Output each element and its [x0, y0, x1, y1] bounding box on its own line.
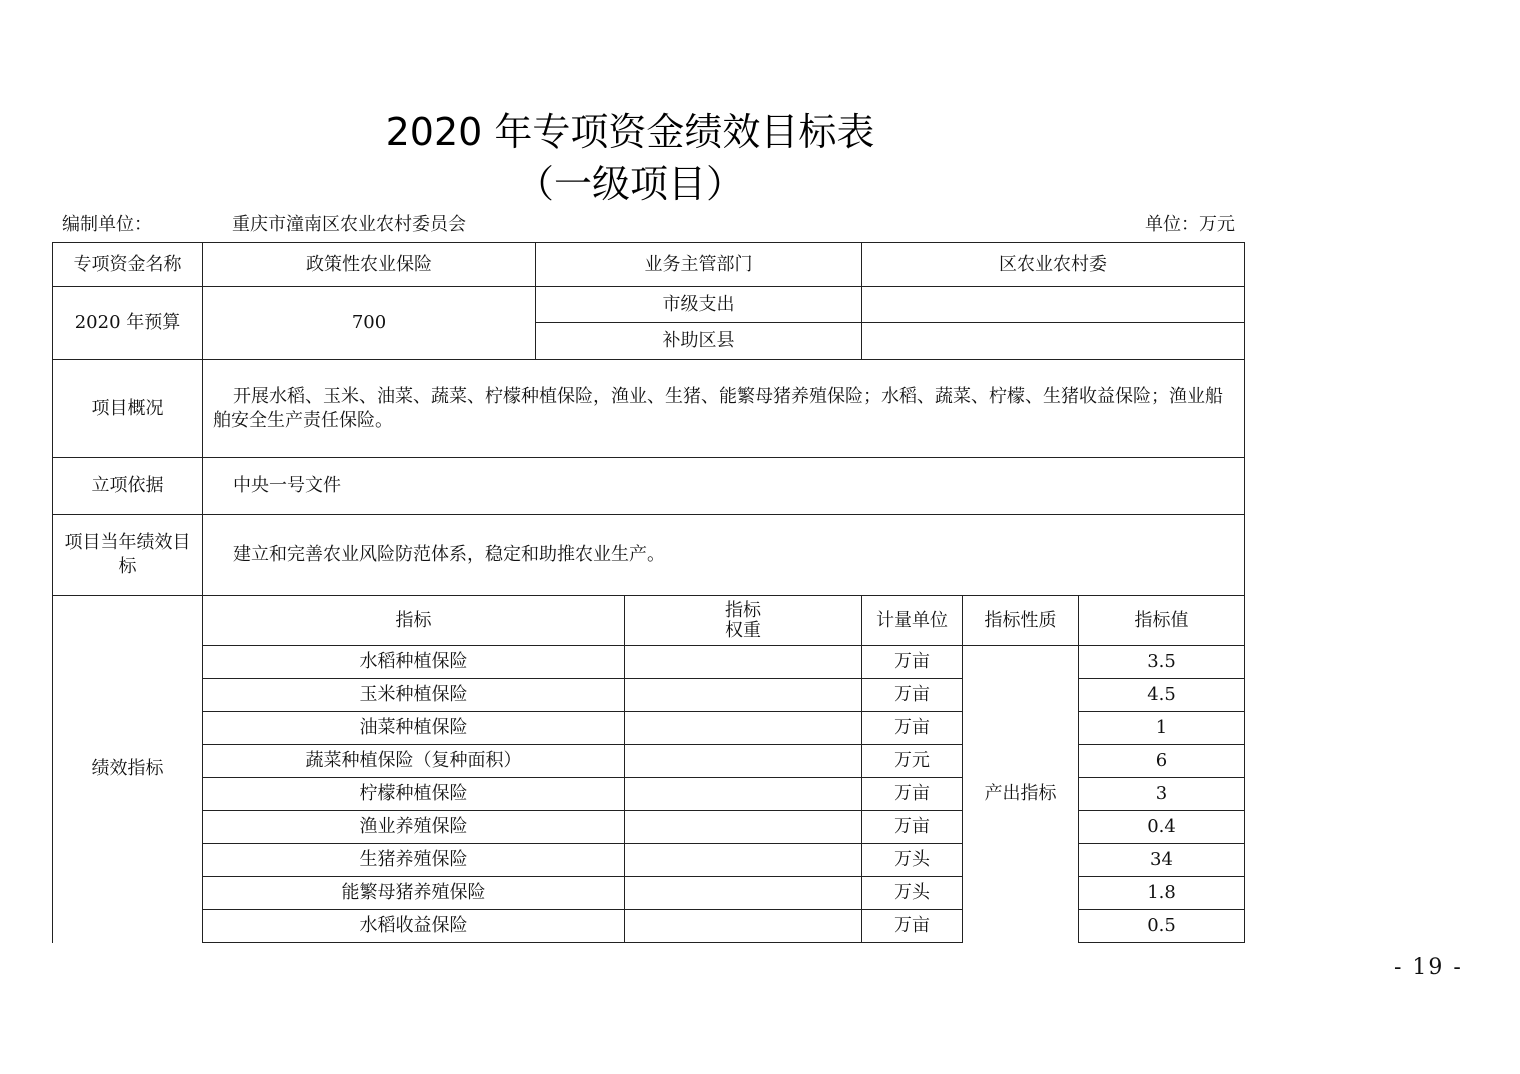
value-header: 指标值: [1079, 596, 1245, 646]
fund-name-row: [53, 243, 1245, 287]
nature-header: 指标性质: [963, 596, 1079, 646]
indicator-value: 6: [1079, 745, 1245, 778]
indicator-weight: [625, 712, 862, 745]
indicator-name: 水稻种植保险: [203, 646, 625, 679]
fund-name-value: 政策性农业保险: [203, 243, 536, 287]
indicator-name: 蔬菜种植保险（复种面积）: [203, 745, 625, 778]
overview-label: 项目概况: [53, 360, 203, 458]
indicator-name: 生猪养殖保险: [203, 844, 625, 877]
indicator-unit: 万亩: [862, 778, 963, 811]
city-expense-label: 市级支出: [536, 287, 862, 323]
overview-text: 开展水稻、玉米、油菜、蔬菜、柠檬种植保险，渔业、生猪、能繁母猪养殖保险；水稻、蔬菜、柠檬、生猪收益保险；渔业船舶安全生产责任保险。: [203, 360, 1245, 458]
indicator-unit: 万亩: [862, 811, 963, 844]
performance-section-label: 绩效指标: [53, 596, 203, 943]
indicator-value: 1: [1079, 712, 1245, 745]
indicator-name: 柠檬种植保险: [203, 778, 625, 811]
indicator-weight: [625, 679, 862, 712]
indicator-weight: [625, 811, 862, 844]
indicator-name: 油菜种植保险: [203, 712, 625, 745]
goal-row: [53, 515, 1245, 596]
table-row: [53, 646, 1245, 679]
dept-label: 业务主管部门: [536, 243, 862, 287]
indicator-name: 玉米种植保险: [203, 679, 625, 712]
indicator-weight: [625, 646, 862, 679]
budget-row: [53, 287, 1245, 323]
indicator-name: 能繁母猪养殖保险: [203, 877, 625, 910]
budget-label: 2020 年预算: [53, 287, 203, 360]
overview-row: [53, 360, 1245, 458]
indicator-unit: 万亩: [862, 646, 963, 679]
indicator-weight: [625, 910, 862, 943]
indicator-name: 水稻收益保险: [203, 910, 625, 943]
indicator-value: 0.4: [1079, 811, 1245, 844]
budget-value: 700: [203, 287, 536, 360]
indicator-unit: 万亩: [862, 679, 963, 712]
indicator-header: 指标: [203, 596, 625, 646]
document-title: 2020 年专项资金绩效目标表: [385, 110, 875, 154]
weight-header: 指标 权重: [625, 596, 862, 646]
compiler-label: 编制单位：: [62, 214, 152, 235]
indicator-weight: [625, 778, 862, 811]
subsidy-label: 补助区县: [536, 323, 862, 360]
indicator-weight: [625, 745, 862, 778]
indicator-value: 3: [1079, 778, 1245, 811]
dept-value: 区农业农村委: [862, 243, 1245, 287]
fund-name-label: 专项资金名称: [53, 243, 203, 287]
page-number: - 19 -: [1394, 955, 1463, 980]
nature-group-label: 产出指标: [963, 646, 1079, 943]
basis-row: [53, 458, 1245, 515]
unit-label: 单位：万元: [1145, 214, 1235, 235]
indicator-unit: 万头: [862, 844, 963, 877]
unit-header: 计量单位: [862, 596, 963, 646]
indicator-value: 3.5: [1079, 646, 1245, 679]
indicator-unit: 万亩: [862, 910, 963, 943]
indicator-weight: [625, 877, 862, 910]
indicator-header-row: [53, 596, 1245, 646]
indicator-unit: 万头: [862, 877, 963, 910]
indicator-value: 4.5: [1079, 679, 1245, 712]
performance-target-table: [52, 242, 1245, 943]
document-subtitle: （一级项目）: [515, 162, 744, 206]
indicator-unit: 万亩: [862, 712, 963, 745]
indicator-weight: [625, 844, 862, 877]
indicator-value: 1.8: [1079, 877, 1245, 910]
indicator-value: 0.5: [1079, 910, 1245, 943]
indicator-value: 34: [1079, 844, 1245, 877]
goal-label: 项目当年绩效目标: [53, 515, 203, 596]
basis-text: 中央一号文件: [203, 458, 1245, 515]
subsidy-value: [862, 323, 1245, 360]
city-expense-value: [862, 287, 1245, 323]
indicator-name: 渔业养殖保险: [203, 811, 625, 844]
indicator-unit: 万元: [862, 745, 963, 778]
basis-label: 立项依据: [53, 458, 203, 515]
goal-text: 建立和完善农业风险防范体系，稳定和助推农业生产。: [203, 515, 1245, 596]
compiler-value: 重庆市潼南区农业农村委员会: [232, 214, 466, 235]
